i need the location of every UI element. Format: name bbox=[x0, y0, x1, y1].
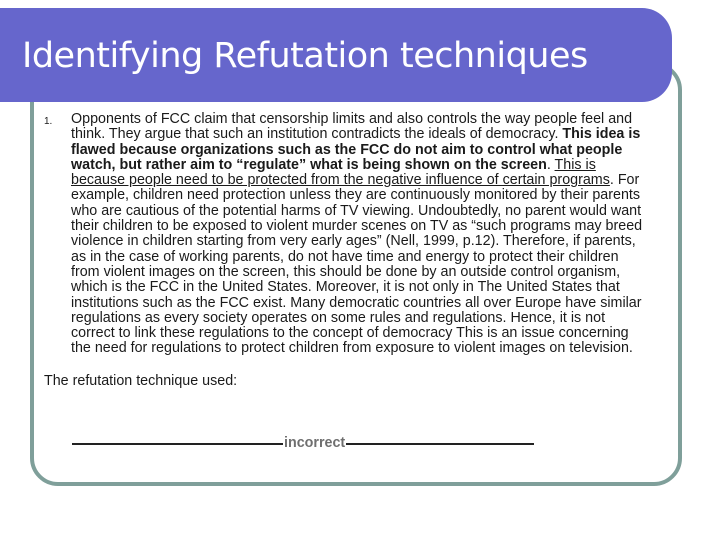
item-number: 1. bbox=[44, 116, 53, 127]
answer-text: incorrect bbox=[284, 435, 346, 451]
slide-title: Identifying Refutation techniques bbox=[22, 36, 588, 76]
list-item bbox=[44, 112, 648, 357]
paragraph-reason-underlined: This is because people need to be protected from the negative influence of certain programs bbox=[71, 156, 610, 189]
technique-label: The refutation technique used: bbox=[44, 372, 238, 389]
paragraph-opening: Opponents of FCC claim that censorship limits and also controls the way people feel and think. They argue that such an institution contradicts the ideals of democracy. bbox=[71, 111, 633, 143]
paragraph-body: . For example, children need protection unless they are continuously monitored by their parents who are cautious of the potential harms of TV viewing. Undoubtedly, no parent would want their children to be exposed to violent murder scenes on TV as “such programs may breed violence in children starting from very early ages” (Nell, 1999, p.12). Therefore, if parents, as in the case of working parents, do not have time and energy to protect their children from violent images on the screen, this should be done by an outside control organism, which is the FCC in the United States. Moreover, it is not only in The United States that institutions such as the FCC exist. Many democratic countries all over Europe have similar regulations as every society operates on some rules and regulations. Hence, it is not correct to link these regulations to the concept of democracy This is an issue concerning the need for regulations to protect children from exposure to violent images on television. bbox=[71, 172, 643, 357]
paragraph-claim-bold: This idea is flawed because organizations such as the FCC do not aim to control what people watch, but rather aim to “regulate” what is being shown on the screen bbox=[71, 126, 641, 173]
argument-paragraph bbox=[71, 112, 648, 357]
slide-content bbox=[44, 112, 648, 389]
paragraph-separator: . bbox=[546, 156, 555, 173]
title-bar bbox=[0, 8, 672, 102]
